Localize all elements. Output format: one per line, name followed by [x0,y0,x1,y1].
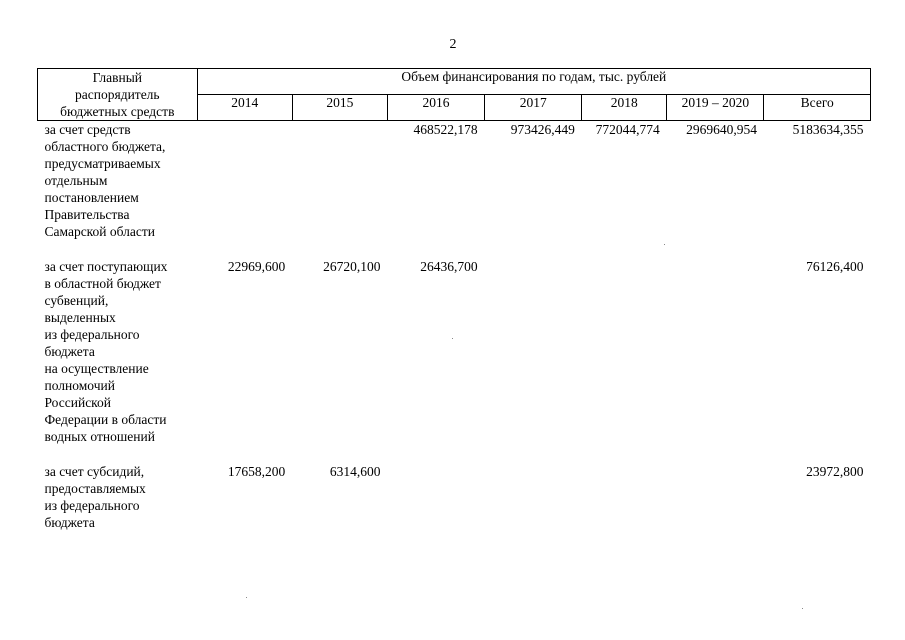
description-line: водных отношений [44,429,155,444]
description-line: Российской [44,395,112,410]
financing-table [37,68,871,531]
value-2015 [292,121,387,241]
table-row-federal-subventions [38,258,871,445]
year-header-2014: 2014 [197,95,292,121]
description-line: полномочий [44,378,115,393]
table-row-federal-subsidies [38,463,871,531]
description-line: в областной бюджет [44,276,161,291]
value-2014: 17658,200 [227,464,286,479]
value-total: 76126,400 [806,259,864,274]
value-2017: 973426,449 [510,122,575,137]
value-2016 [387,463,484,531]
description-line: выделенных [44,310,116,325]
value-2015: 26720,100 [323,259,381,274]
description-line: бюджета [44,344,95,359]
scan-speck [246,597,247,598]
description-line: предусматриваемых [44,156,161,171]
year-header-2018: 2018 [582,95,667,121]
description-line: предоставляемых [44,481,146,496]
year-header-2015: 2015 [292,95,387,121]
description-line: Самарской области [44,224,156,239]
description-line: на осуществление [44,361,149,376]
row-description [38,121,198,241]
scan-speck [452,338,453,339]
value-2019-2020: 2969640,954 [686,122,757,137]
table-row-regional-budget [38,121,871,241]
description-line: за счет средств [44,122,131,137]
description-line: из федерального [44,498,140,513]
scan-speck [802,608,803,609]
value-2014: 22969,600 [227,259,286,274]
value-2018: 772044,774 [595,122,660,137]
description-line: областного бюджета, [44,139,166,154]
value-total: 5183634,355 [792,122,864,137]
value-2019-2020 [667,463,764,531]
financing-header: Объем финансирования по годам, тыс. рублей [197,69,870,95]
value-2016: 468522,178 [413,122,478,137]
description-line: за счет субсидий, [44,464,145,479]
value-2017 [485,258,582,445]
year-header-2019-2020: 2019 – 2020 [667,95,764,121]
distributor-header-line: бюджетных средств [60,104,175,119]
value-2014 [197,121,292,241]
value-2019-2020 [667,258,764,445]
distributor-header-line: распорядитель [75,87,160,102]
description-line: бюджета [44,515,95,530]
distributor-header-line: Главный [92,70,143,85]
scan-speck [664,244,665,245]
value-2015: 6314,600 [329,464,381,479]
year-header-2016: 2016 [387,95,484,121]
description-line: отдельным [44,173,108,188]
value-2017 [485,463,582,531]
total-header: Всего [764,95,871,121]
value-2016: 26436,700 [420,259,478,274]
description-line: постановлением [44,190,139,205]
description-line: за счет поступающих [44,259,168,274]
row-description [38,258,198,445]
description-line: субвенций, [44,293,109,308]
page-number: 2 [449,37,457,52]
description-line: из федерального [44,327,140,342]
value-total: 23972,800 [806,464,864,479]
year-header-2017: 2017 [485,95,582,121]
distributor-header [38,69,198,121]
description-line: Правительства [44,207,130,222]
row-description [38,463,198,531]
value-2018 [582,258,667,445]
value-2018 [582,463,667,531]
description-line: Федерации в области [44,412,167,427]
